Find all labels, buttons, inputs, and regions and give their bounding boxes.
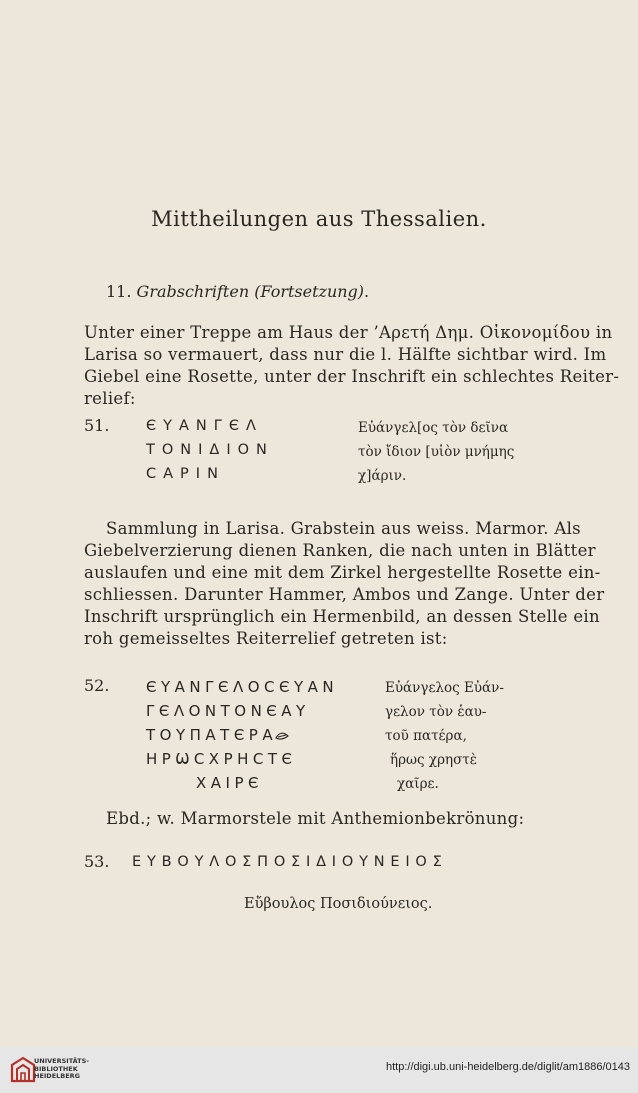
inscription-line: ЄΥΑΝΓЄΛ	[146, 418, 263, 434]
transcription-line: χαῖρε.	[397, 776, 439, 792]
inscription-line: ΓЄΛΟΝΤΟΝЄΑΥ	[146, 702, 310, 720]
library-name-line: HEIDELBERG	[34, 1072, 81, 1080]
paragraph-line: Inschrift ursprünglich ein Hermenbild, an dessen Stelle ein	[84, 607, 600, 626]
transcription-line: Εὐάνγελ[ος τὸν δεῖνα	[358, 420, 509, 436]
intro-line: Larisa so vermauert, dass nur die l. Hälfte sichtbar wird. Im	[84, 345, 607, 364]
note-line: Ebd.; w. Marmorstele mit Anthemionbekrönung:	[106, 809, 525, 828]
inscription-line: ЄΥΑΝΓЄΛΟϹЄΥΑΝ	[146, 678, 339, 696]
intro-line: Giebel eine Rosette, unter der Inschrift ein schlechtes Reiter-	[84, 367, 620, 386]
paragraph-line: Sammlung in Larisa. Grabstein aus weiss. Marmor. Als	[106, 519, 581, 538]
section-heading	[106, 282, 369, 301]
paragraph-line: Giebelverzierung dienen Ranken, die nach unten in Blätter	[84, 541, 596, 560]
source-url-link[interactable]: http://digi.ub.uni-heidelberg.de/diglit/am1886/0143	[385, 1061, 630, 1073]
section-number: 11.	[106, 282, 132, 301]
transcription-line: Εὔβουλος Ποσιδιούνειος.	[244, 896, 433, 912]
intro-line: relief:	[84, 389, 136, 408]
paragraph-line: auslaufen und eine mit dem Zirkel hergestellte Rosette ein-	[84, 563, 601, 582]
inscription-line: ΗΡѠϹΧΡΗϹΤЄ	[146, 750, 297, 768]
section-subtitle: (Fortsetzung)	[254, 282, 365, 301]
paragraph-line: schliessen. Darunter Hammer, Ambos und Zange. Unter der	[84, 585, 605, 604]
transcription-line: τὸν ἴδιον [υἱὸν μνήμης	[358, 444, 515, 460]
transcription-line: γελον τὸν ἑαυ-	[385, 704, 487, 720]
library-name-line: UNIVERSITÄTS-	[34, 1057, 89, 1065]
inscription-line: ΕΥΒΟΥΛΟΣΠΟΣΙΔΙΟΥΝΕΙΟΣ	[132, 854, 448, 870]
inscription-line: ΧΑΙΡЄ	[196, 774, 263, 792]
section-end: .	[364, 282, 370, 301]
paragraph-line: roh gemeisseltes Reiterrelief getreten ist:	[84, 629, 448, 648]
transcription-line: τοῦ πατέρα,	[385, 728, 467, 744]
inscription-line: ϹΑΡΙΝ	[146, 466, 225, 482]
inscription-text: ΤΟΥΠΑΤЄΡΑ	[146, 726, 278, 744]
intro-line: Unter einer Treppe am Haus der ’Αρετή Δημ. Οἰκονομίδου in	[84, 323, 613, 342]
inscription-number: 52.	[84, 676, 110, 695]
transcription-line: χ]άριν.	[358, 468, 407, 484]
inscription-number: 51.	[84, 416, 110, 435]
inscription-number: 53.	[84, 852, 110, 871]
library-name	[34, 1058, 89, 1081]
transcription-line: Εὐάνγελος Εὐάν-	[385, 680, 504, 696]
library-name-line: BIBLIOTHEK	[34, 1064, 78, 1073]
inscription-line: ΤΟΝΙΔΙΟΝ	[146, 442, 274, 458]
footer-bar	[0, 1047, 638, 1093]
leaf-ornament-icon	[275, 730, 289, 742]
page-title: Mittheilungen aus Thessalien.	[151, 207, 487, 231]
section-title: Grabschriften	[136, 282, 250, 301]
inscription-line	[146, 726, 289, 744]
transcription-line: ἥρως χρηστὲ	[390, 752, 478, 768]
